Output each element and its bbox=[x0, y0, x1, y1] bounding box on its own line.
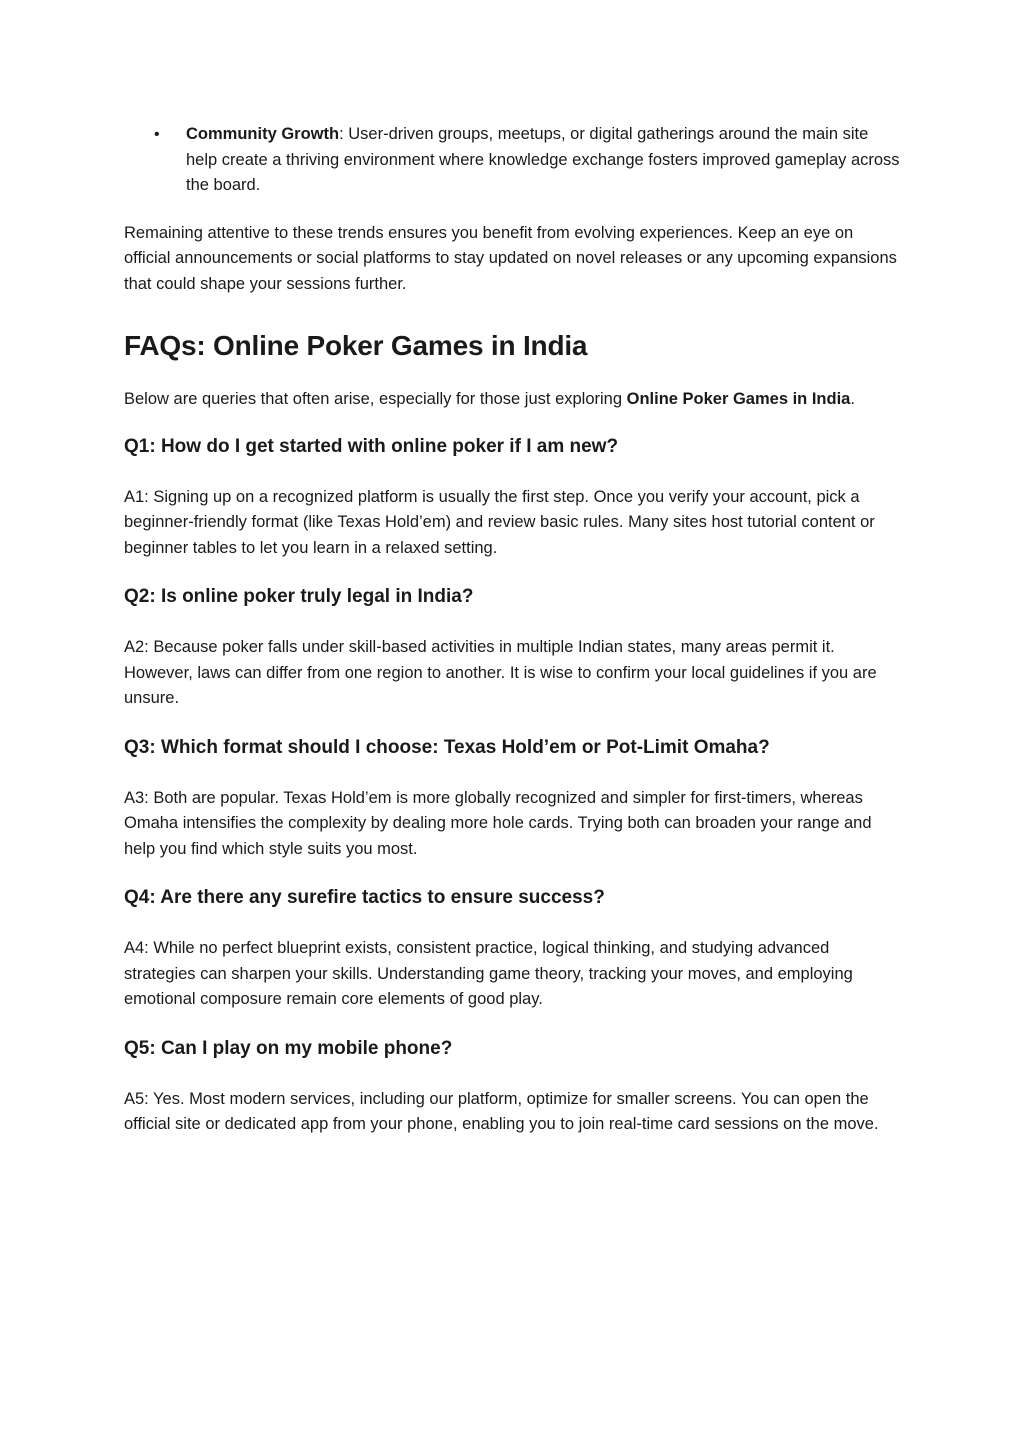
faq-intro-bold: Online Poker Games in India bbox=[626, 390, 851, 408]
faq-question-3: Q3: Which format should I choose: Texas Hold’em or Pot-Limit Omaha? bbox=[124, 736, 770, 758]
faq-question-1: Q1: How do I get started with online poker if I am new? bbox=[124, 435, 619, 457]
faq-answer-5: A5: Yes. Most modern services, including our platform, optimize for smaller screens. You can open the official site or dedicated app from your phone, enabling you to join real-time card sessions on the move. bbox=[124, 1089, 879, 1133]
list-item bbox=[124, 122, 904, 199]
page-title: FAQs: Online Poker Games in India bbox=[124, 330, 588, 361]
bullet-text: : User-driven groups, meetups, or digital gatherings around the main site help create a thriving environment where knowledge exchange fosters improved gameplay across the board. bbox=[186, 125, 900, 194]
faq-answer-1: A1: Signing up on a recognized platform is usually the first step. Once you verify your account, pick a beginner-friendly format (like Texas Hold’em) and review basic rules. Many sites host tutorial content or beginner tables to let you learn in a relaxed setting. bbox=[124, 487, 875, 557]
faq-question-5: Q5: Can I play on my mobile phone? bbox=[124, 1037, 453, 1059]
trends-paragraph: Remaining attentive to these trends ensures you benefit from evolving experiences. Keep an eye on official announcements or social platforms to stay updated on novel releases or any upcoming expansions that could shape your sessions further. bbox=[124, 223, 897, 293]
faq-intro-end: . bbox=[850, 390, 855, 408]
bullet-icon: • bbox=[154, 126, 160, 143]
faq-question-4: Q4: Are there any surefire tactics to ensure success? bbox=[124, 887, 605, 908]
faq-answer-4: A4: While no perfect blueprint exists, consistent practice, logical thinking, and studying advanced strategies can sharpen your skills. Understanding game theory, tracking your moves, and employing emotional composure remain core elements of good play. bbox=[124, 939, 853, 1008]
faq-intro-text: Below are queries that often arise, especially for those just exploring bbox=[124, 390, 627, 408]
faq-answer-3: A3: Both are popular. Texas Hold’em is more globally recognized and simpler for first-timers, whereas Omaha intensifies the complexity by dealing more hole cards. Trying both can broaden your range and help you find which style suits you most. bbox=[124, 788, 872, 858]
faq-intro bbox=[124, 387, 904, 413]
faq-answer-2: A2: Because poker falls under skill-based activities in multiple Indian states, many areas permit it. However, laws can differ from one region to another. It is wise to confirm your local guidelines if you are unsure. bbox=[124, 638, 877, 707]
faq-question-2: Q2: Is online poker truly legal in India? bbox=[124, 586, 474, 607]
bullet-label: Community Growth bbox=[186, 125, 340, 143]
document-page bbox=[124, 122, 904, 1138]
